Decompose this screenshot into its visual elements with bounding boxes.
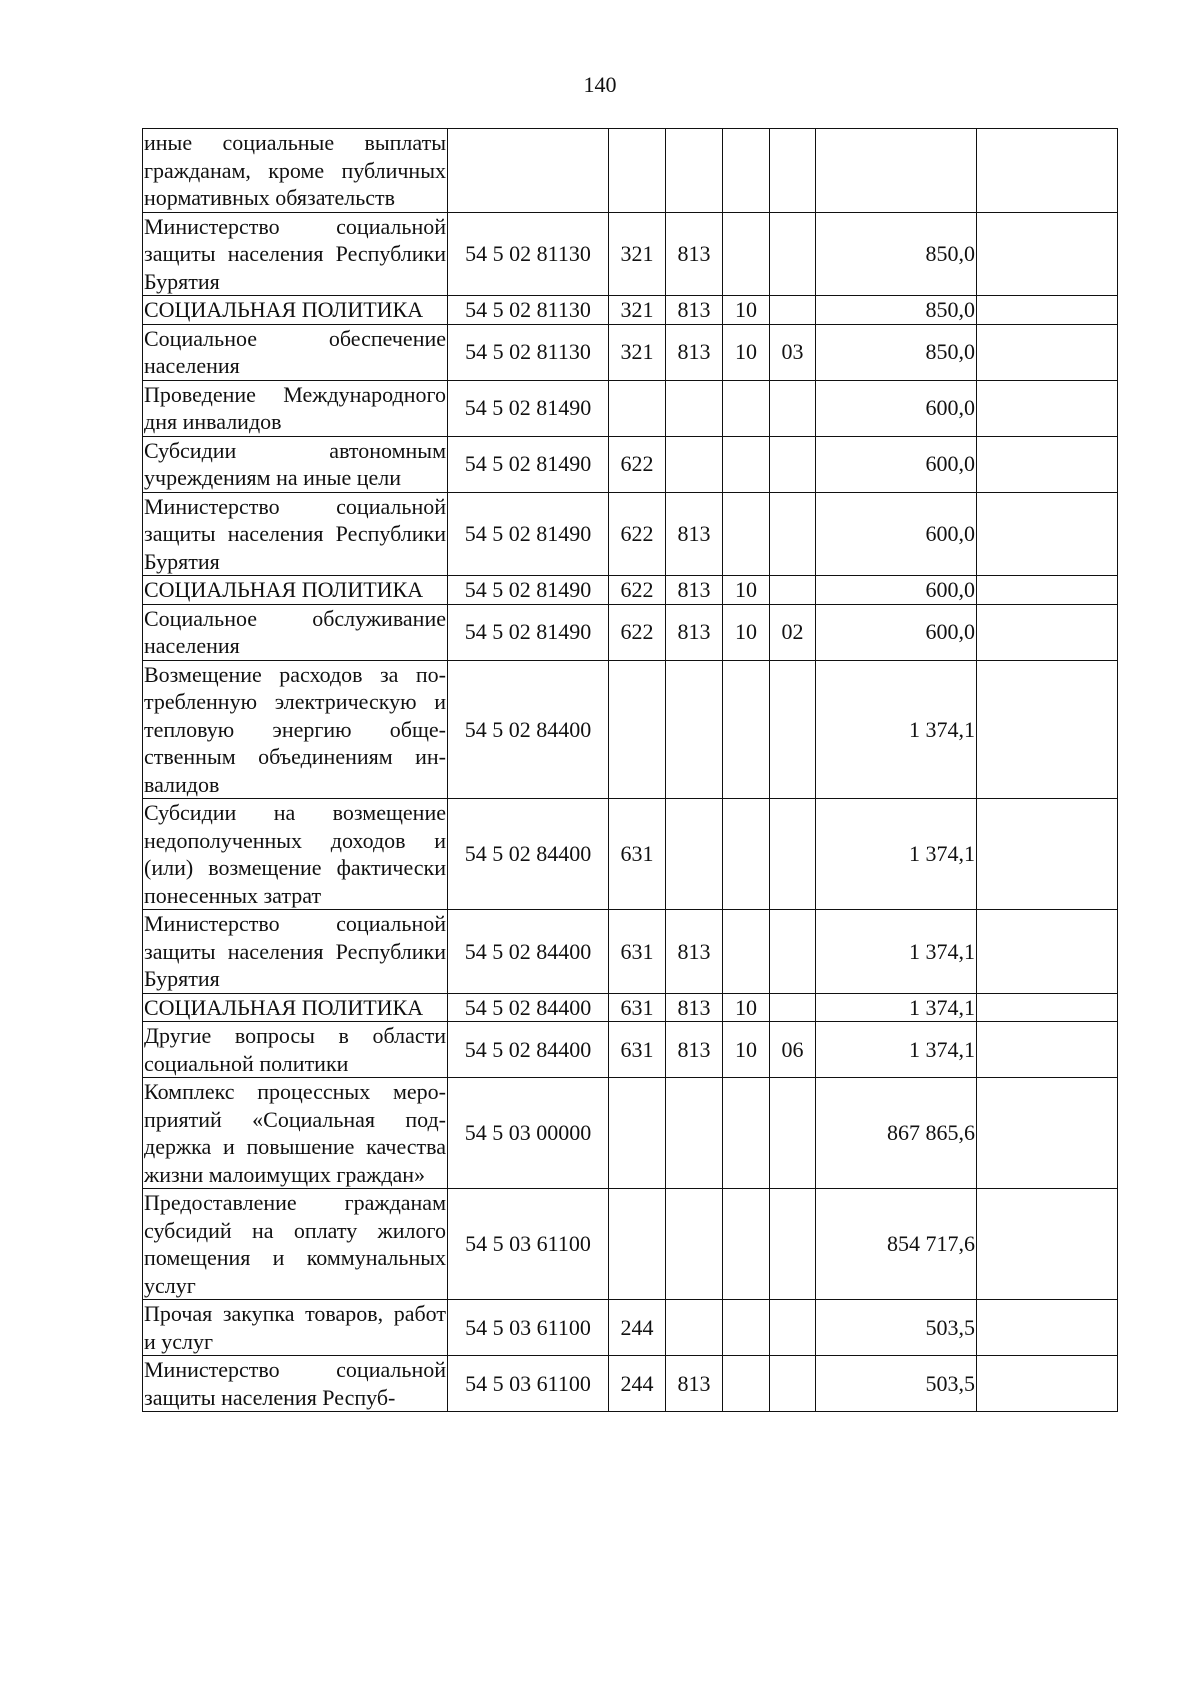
table-row: [143, 212, 1118, 296]
amount-cell: 1 374,1: [816, 1022, 977, 1078]
table-row: [143, 799, 1118, 910]
section-cell: [723, 380, 770, 436]
row-name-cell: Министерство социальной защиты населения Респуб-: [144, 1357, 446, 1410]
row-name-cell: Другие вопросы в области социальной политики: [144, 1023, 446, 1076]
ministry-code-cell: [666, 1078, 723, 1189]
section-cell: [723, 436, 770, 492]
ministry-code-cell: [666, 799, 723, 910]
expense-type-cell: [609, 129, 666, 213]
section-cell: [723, 492, 770, 576]
amount-cell: 850,0: [816, 296, 977, 325]
page-number: 140: [583, 72, 617, 97]
ministry-code-cell: 813: [666, 492, 723, 576]
target-article-cell: 54 5 02 81490: [448, 576, 609, 605]
amount-cell: 600,0: [816, 436, 977, 492]
amount-cell: 600,0: [816, 380, 977, 436]
amount-cell: 850,0: [816, 324, 977, 380]
expense-type-cell: 622: [609, 492, 666, 576]
ministry-code-cell: 813: [666, 910, 723, 994]
table-row: [143, 660, 1118, 799]
extra-cell: [977, 1078, 1118, 1189]
subsection-cell: [770, 1300, 816, 1356]
table-row: [143, 1078, 1118, 1189]
subsection-cell: [770, 799, 816, 910]
extra-cell: [977, 1189, 1118, 1300]
section-cell: [723, 1078, 770, 1189]
ministry-code-cell: [666, 660, 723, 799]
ministry-code-cell: [666, 436, 723, 492]
subsection-cell: [770, 1356, 816, 1412]
expense-type-cell: [609, 660, 666, 799]
ministry-code-cell: 813: [666, 212, 723, 296]
expense-type-cell: 631: [609, 799, 666, 910]
section-cell: 10: [723, 604, 770, 660]
section-cell: 10: [723, 993, 770, 1022]
section-cell: [723, 129, 770, 213]
table-row: [143, 436, 1118, 492]
amount-cell: 867 865,6: [816, 1078, 977, 1189]
extra-cell: [977, 1022, 1118, 1078]
subsection-cell: 06: [770, 1022, 816, 1078]
table-row: [143, 910, 1118, 994]
extra-cell: [977, 492, 1118, 576]
extra-cell: [977, 660, 1118, 799]
amount-cell: 1 374,1: [816, 910, 977, 994]
expense-type-cell: 622: [609, 576, 666, 605]
table-row: [143, 1356, 1118, 1412]
target-article-cell: 54 5 03 61100: [448, 1300, 609, 1356]
section-cell: [723, 910, 770, 994]
target-article-cell: [448, 129, 609, 213]
section-cell: 10: [723, 576, 770, 605]
ministry-code-cell: 813: [666, 576, 723, 605]
extra-cell: [977, 1356, 1118, 1412]
expense-type-cell: [609, 1078, 666, 1189]
target-article-cell: 54 5 03 00000: [448, 1078, 609, 1189]
amount-cell: 850,0: [816, 212, 977, 296]
target-article-cell: 54 5 02 81490: [448, 604, 609, 660]
table-row: [143, 604, 1118, 660]
expense-type-cell: 321: [609, 212, 666, 296]
target-article-cell: 54 5 02 81490: [448, 436, 609, 492]
subsection-cell: [770, 212, 816, 296]
table-row: [143, 492, 1118, 576]
section-cell: 10: [723, 1022, 770, 1078]
table-row: [143, 129, 1118, 213]
row-name-cell: Министерство социальной защиты населения Республики Бурятия: [144, 213, 446, 294]
extra-cell: [977, 576, 1118, 605]
extra-cell: [977, 436, 1118, 492]
extra-cell: [977, 380, 1118, 436]
ministry-code-cell: 813: [666, 1356, 723, 1412]
amount-cell: 1 374,1: [816, 993, 977, 1022]
expense-type-cell: [609, 1189, 666, 1300]
ministry-code-cell: [666, 380, 723, 436]
expense-type-cell: [609, 380, 666, 436]
table-row: [143, 324, 1118, 380]
extra-cell: [977, 604, 1118, 660]
target-article-cell: 54 5 02 84400: [448, 799, 609, 910]
section-cell: [723, 1300, 770, 1356]
section-cell: [723, 660, 770, 799]
target-article-cell: 54 5 02 81490: [448, 492, 609, 576]
expense-type-cell: 244: [609, 1300, 666, 1356]
extra-cell: [977, 129, 1118, 213]
amount-cell: [816, 129, 977, 213]
row-name-cell: Социальное обслуживание населения: [144, 605, 446, 658]
subsection-cell: [770, 660, 816, 799]
table-row: [143, 1189, 1118, 1300]
ministry-code-cell: 813: [666, 324, 723, 380]
extra-cell: [977, 910, 1118, 994]
row-name-cell: СОЦИАЛЬНАЯ ПОЛИТИКА: [143, 296, 448, 325]
ministry-code-cell: [666, 129, 723, 213]
subsection-cell: [770, 1189, 816, 1300]
target-article-cell: 54 5 02 84400: [448, 1022, 609, 1078]
amount-cell: 1 374,1: [816, 799, 977, 910]
subsection-cell: [770, 129, 816, 213]
subsection-cell: [770, 1078, 816, 1189]
extra-cell: [977, 296, 1118, 325]
target-article-cell: 54 5 02 81130: [448, 296, 609, 325]
amount-cell: 1 374,1: [816, 660, 977, 799]
row-name-cell: Комплекс процессных мероприятий «Социальная поддержка и повышение качества жизни малоимущих граждан»: [144, 1079, 446, 1187]
row-name-cell: Министерство социальной защиты населения Республики Бурятия: [144, 911, 446, 991]
row-name-cell: иные социальные выплаты гражданам, кроме публичных нормативных обязательств: [144, 130, 446, 210]
budget-table: [142, 128, 1118, 1412]
row-name-cell: Субсидии на возмещение недополученных доходов и (или) возмещение фактически понесенных затрат: [144, 800, 446, 908]
ministry-code-cell: 813: [666, 604, 723, 660]
target-article-cell: 54 5 03 61100: [448, 1189, 609, 1300]
table-row: [143, 380, 1118, 436]
extra-cell: [977, 1300, 1118, 1356]
extra-cell: [977, 324, 1118, 380]
amount-cell: 600,0: [816, 576, 977, 605]
table-row: [143, 296, 1118, 325]
amount-cell: 600,0: [816, 604, 977, 660]
expense-type-cell: 622: [609, 604, 666, 660]
extra-cell: [977, 212, 1118, 296]
table-row: [143, 993, 1118, 1022]
table-body: [143, 129, 1118, 1412]
section-cell: [723, 1189, 770, 1300]
subsection-cell: [770, 380, 816, 436]
ministry-code-cell: [666, 1300, 723, 1356]
row-name-cell: Прочая закупка товаров, работ и услуг: [144, 1301, 446, 1354]
row-name-cell: СОЦИАЛЬНАЯ ПОЛИТИКА: [143, 993, 448, 1022]
amount-cell: 503,5: [816, 1300, 977, 1356]
expense-type-cell: 321: [609, 324, 666, 380]
table-row: [143, 576, 1118, 605]
table-row: [143, 1022, 1118, 1078]
subsection-cell: [770, 993, 816, 1022]
section-cell: [723, 212, 770, 296]
target-article-cell: 54 5 02 81130: [448, 212, 609, 296]
expense-type-cell: 631: [609, 993, 666, 1022]
extra-cell: [977, 993, 1118, 1022]
target-article-cell: 54 5 03 61100: [448, 1356, 609, 1412]
row-name-cell: Субсидии автономным учреждениям на иные цели: [144, 437, 446, 490]
target-article-cell: 54 5 02 84400: [448, 993, 609, 1022]
section-cell: [723, 799, 770, 910]
target-article-cell: 54 5 02 81490: [448, 380, 609, 436]
amount-cell: 600,0: [816, 492, 977, 576]
row-name-cell: Министерство социальной защиты населения Республики Бурятия: [144, 493, 446, 574]
ministry-code-cell: 813: [666, 993, 723, 1022]
subsection-cell: [770, 910, 816, 994]
subsection-cell: [770, 296, 816, 325]
subsection-cell: [770, 492, 816, 576]
subsection-cell: 02: [770, 604, 816, 660]
section-cell: 10: [723, 296, 770, 325]
expense-type-cell: 631: [609, 910, 666, 994]
row-name-cell: СОЦИАЛЬНАЯ ПОЛИТИКА: [143, 576, 448, 605]
row-name-cell: Возмещение расходов за потребленную электрическую и тепловую энергию общественным объединениям инвалидов: [144, 661, 446, 797]
expense-type-cell: 622: [609, 436, 666, 492]
ministry-code-cell: 813: [666, 296, 723, 325]
row-name-cell: Предоставление гражданам субсидий на оплату жилого помещения и коммунальных услуг: [144, 1190, 446, 1298]
row-name-cell: Проведение Международного дня инвалидов: [144, 381, 446, 434]
row-name-cell: Социальное обеспечение населения: [144, 325, 446, 378]
expense-type-cell: 631: [609, 1022, 666, 1078]
subsection-cell: 03: [770, 324, 816, 380]
target-article-cell: 54 5 02 84400: [448, 660, 609, 799]
section-cell: [723, 1356, 770, 1412]
table-row: [143, 1300, 1118, 1356]
subsection-cell: [770, 436, 816, 492]
ministry-code-cell: 813: [666, 1022, 723, 1078]
target-article-cell: 54 5 02 84400: [448, 910, 609, 994]
section-cell: 10: [723, 324, 770, 380]
extra-cell: [977, 799, 1118, 910]
target-article-cell: 54 5 02 81130: [448, 324, 609, 380]
amount-cell: 854 717,6: [816, 1189, 977, 1300]
expense-type-cell: 244: [609, 1356, 666, 1412]
subsection-cell: [770, 576, 816, 605]
expense-type-cell: 321: [609, 296, 666, 325]
amount-cell: 503,5: [816, 1356, 977, 1412]
ministry-code-cell: [666, 1189, 723, 1300]
